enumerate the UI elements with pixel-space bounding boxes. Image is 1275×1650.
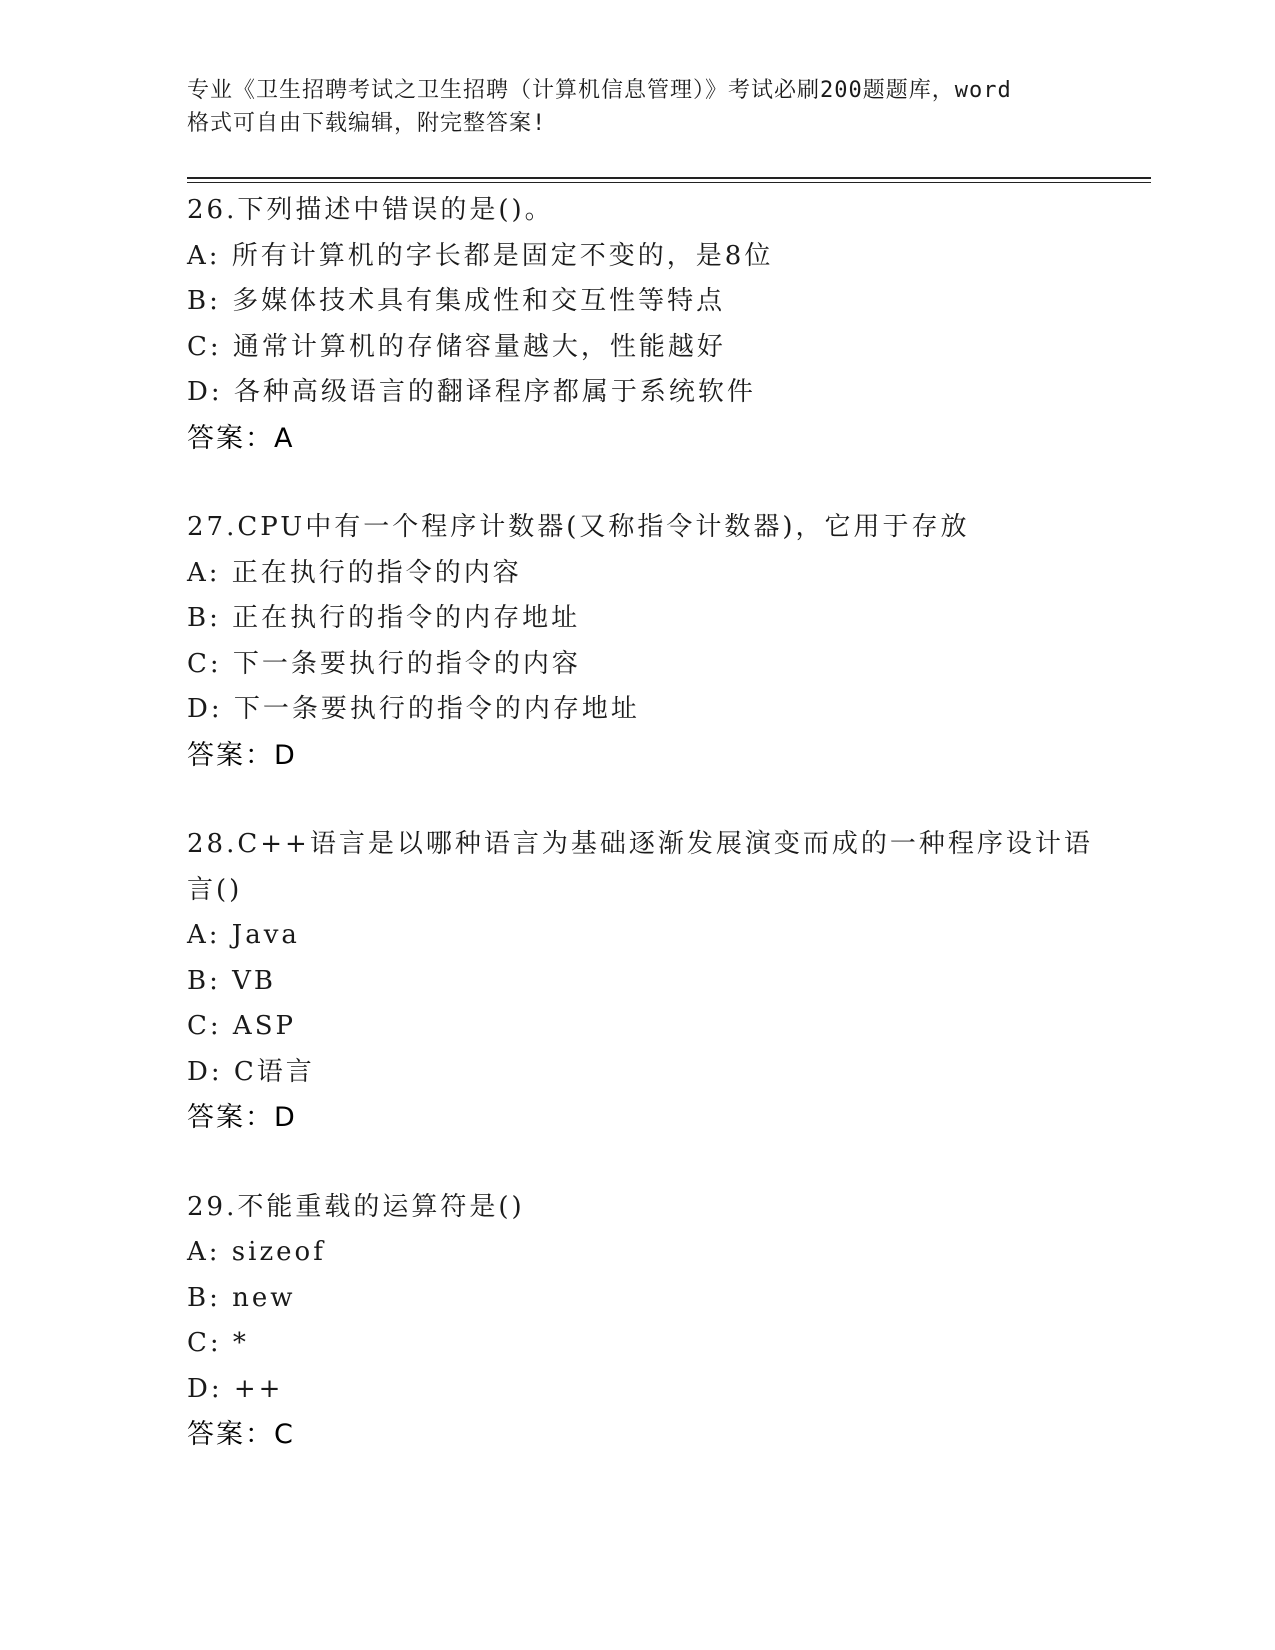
header-divider-thin bbox=[187, 182, 1151, 183]
option-d: D: C语言 bbox=[187, 1056, 315, 1087]
option-c: C: 通常计算机的存储容量越大，性能越好 bbox=[187, 331, 726, 362]
option-a: A: sizeof bbox=[187, 1237, 326, 1267]
option-c: C: ASP bbox=[187, 1011, 296, 1041]
option-d: D: 各种高级语言的翻译程序都属于系统软件 bbox=[187, 377, 756, 407]
option-c: C: * bbox=[187, 1328, 249, 1358]
option-d: D: ++ bbox=[187, 1373, 284, 1404]
document-header bbox=[187, 74, 1087, 140]
option-b: B: 正在执行的指令的内存地址 bbox=[187, 603, 581, 633]
option-c: C: 下一条要执行的指令的内容 bbox=[187, 648, 581, 679]
question-27 bbox=[187, 505, 1107, 778]
header-line-1: 专业《卫生招聘考试之卫生招聘（计算机信息管理）》考试必刷200题题库，word bbox=[187, 78, 1012, 103]
question-stem: 29.不能重载的运算符是() bbox=[187, 1191, 525, 1222]
answer-label: 答案：A bbox=[187, 422, 295, 454]
question-stem: 26.下列描述中错误的是()。 bbox=[187, 195, 554, 225]
option-a: A: 所有计算机的字长都是固定不变的，是8位 bbox=[187, 240, 774, 271]
option-b: B: VB bbox=[187, 965, 277, 996]
answer-label: 答案：D bbox=[187, 1102, 297, 1133]
header-line-2: 格式可自由下载编辑，附完整答案! bbox=[187, 111, 547, 136]
answer-label: 答案：C bbox=[187, 1419, 295, 1450]
question-stem: 27.CPU中有一个程序计数器(又称指令计数器)，它用于存放 bbox=[187, 512, 970, 542]
option-b: B: 多媒体技术具有集成性和交互性等特点 bbox=[187, 286, 726, 316]
answer-label: 答案：D bbox=[187, 739, 297, 771]
question-list bbox=[187, 188, 1107, 1458]
question-stem: 28.C++语言是以哪种语言为基础逐渐发展演变而成的一种程序设计语言() bbox=[187, 829, 1093, 905]
option-a: A: 正在执行的指令的内容 bbox=[187, 557, 522, 588]
header-divider-thick bbox=[187, 177, 1151, 179]
question-26 bbox=[187, 188, 1107, 461]
option-a: A: Java bbox=[187, 920, 300, 950]
option-d: D: 下一条要执行的指令的内存地址 bbox=[187, 694, 640, 724]
option-b: B: new bbox=[187, 1282, 296, 1313]
question-28 bbox=[187, 822, 1107, 1141]
question-29 bbox=[187, 1185, 1107, 1458]
